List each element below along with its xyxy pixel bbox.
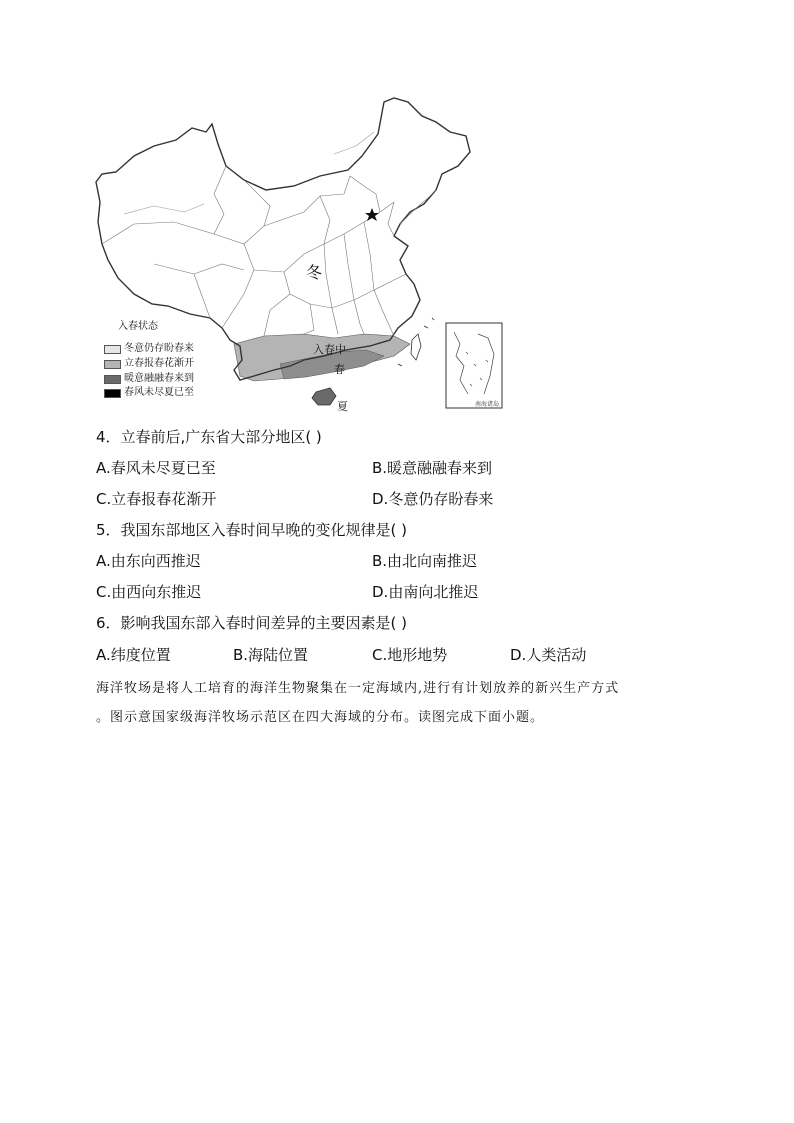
question-4-option-d[interactable]: D.冬意仍存盼春来 — [372, 490, 494, 508]
star-icon — [365, 208, 379, 221]
legend-swatch — [104, 389, 121, 398]
winter-label: 冬 — [306, 263, 323, 282]
question-4-option-b[interactable]: B.暖意融融春来到 — [372, 459, 493, 477]
question-6-option-a[interactable]: A.纬度位置 — [96, 646, 171, 664]
question-5-option-d[interactable]: D.由南向北推迟 — [372, 583, 479, 601]
question-5-stem: 5．我国东部地区入春时间早晚的变化规律是( ) — [96, 521, 408, 539]
question-4-option-a[interactable]: A.春风未尽夏已至 — [96, 459, 216, 477]
legend-swatch — [104, 375, 121, 384]
legend-label: 冬意仍存盼春来 — [124, 343, 194, 354]
province-boundaries — [102, 166, 436, 336]
legend-swatch — [104, 360, 121, 369]
legend-item — [104, 344, 194, 354]
question-6-stem: 6．影响我国东部入春时间差异的主要因素是( ) — [96, 614, 408, 632]
summer-label: 夏 — [337, 400, 348, 413]
spring-middle-label: 入春中 — [313, 343, 346, 356]
inset-caption: 南海诸岛 — [475, 401, 500, 408]
question-4-option-c[interactable]: C.立春报春花渐开 — [96, 490, 217, 508]
legend-label: 暖意融融春来到 — [124, 373, 194, 384]
legend-label: 立春报春花渐开 — [124, 358, 194, 369]
question-5-option-c[interactable]: C.由西向东推迟 — [96, 583, 202, 601]
question-5-option-a[interactable]: A.由东向西推迟 — [96, 552, 201, 570]
river-line — [124, 204, 204, 214]
question-6-option-c[interactable]: C.地形地势 — [372, 646, 448, 664]
legend-label: 春风未尽夏已至 — [124, 387, 194, 398]
legend-swatch — [104, 345, 121, 354]
question-5-option-b[interactable]: B.由北向南推迟 — [372, 552, 478, 570]
south-china-sea-inset — [446, 323, 502, 408]
passage-line-1: 海洋牧场是将人工培育的海洋生物聚集在一定海域内,进行有计划放养的新兴生产方式 — [96, 681, 620, 696]
legend-item — [104, 388, 194, 398]
spring-label: 春 — [334, 363, 345, 376]
passage-line-2: 。图示意国家级海洋牧场示范区在四大海域的分布。读图完成下面小题。 — [96, 710, 545, 725]
river-line — [334, 132, 374, 154]
legend-item — [104, 359, 194, 369]
question-6-option-d[interactable]: D.人类活动 — [510, 646, 587, 664]
legend-title: 入春状态 — [118, 321, 158, 332]
taiwan-island — [411, 334, 421, 360]
question-4-stem: 4．立春前后,广东省大部分地区( ) — [96, 428, 322, 446]
hainan-island — [312, 388, 336, 405]
question-6-option-b[interactable]: B.海陆位置 — [233, 646, 309, 664]
legend-item — [104, 374, 194, 384]
china-spring-map — [94, 94, 506, 412]
